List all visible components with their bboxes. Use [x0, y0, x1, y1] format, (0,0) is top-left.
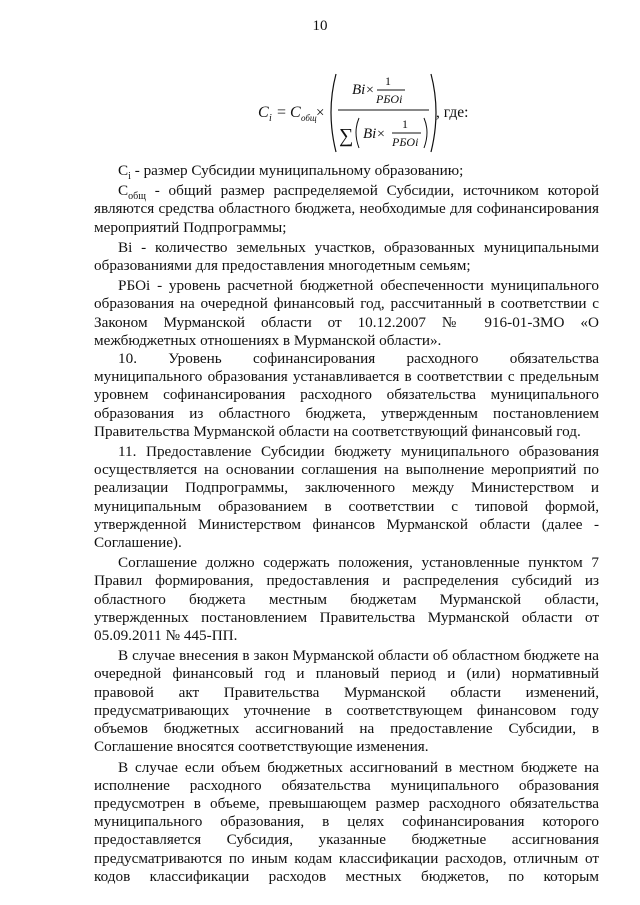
- definition-cobsh: [94, 182, 599, 237]
- document-body: [94, 162, 599, 886]
- formula-ctotal: C: [290, 104, 301, 121]
- formula-where: , где:: [436, 104, 469, 121]
- formula-left-paren: [331, 74, 336, 152]
- formula-times: ×: [316, 105, 325, 121]
- formula-num-rbo: РБОi: [376, 92, 403, 106]
- formula-den-rbo: РБОi: [392, 135, 419, 149]
- subsidy-formula: [0, 60, 640, 160]
- definition-ci-symbol: C: [118, 162, 129, 179]
- paragraph-agreement-content: Соглашение должно содержать положения, установленные пунктом 7 Правил формирования, предоставления и распределения субсидий из областного бюджета местным бюджетам Мурманской области, утвержденных постановлением Правительства Мурманской области от 05.09.2011 № 445-ПП.: [94, 554, 599, 645]
- formula-den-times: ×: [377, 127, 385, 142]
- formula-num-bi: Bi: [352, 82, 366, 98]
- page-number: 10: [312, 18, 328, 34]
- paragraph-11: 11. Предоставление Субсидии бюджету муниципального образования осуществляется на основании соглашения на выполнение мероприятий по реализации Подпрограммы, заключенного между Министерством и муниципальным образованием в соответствии с типовой формой, утвержденной Министерством финансов Мурманской области (далее - Соглашение).: [94, 443, 599, 552]
- formula-den-one: 1: [402, 117, 408, 131]
- formula-equals: =: [277, 104, 287, 121]
- paragraph-law-changes: В случае внесения в закон Мурманской области об областном бюджете на очередной финансовый год и плановый период и (или) нормативный правовой акт Правительства Мурманской области изменений, предусматривающих уточнение в соответствующем финансовом году объемов бюджетных ассигнований на предоставление Субсидии, в Соглашение вносятся соответствующие изменения.: [94, 647, 599, 756]
- paragraph-budget-excess: В случае если объем бюджетных ассигнований в местном бюджете на исполнение расходного обязательства муниципального образования предусмотрен в объеме, превышающем размер расходного обязательства муниципального образования, в целях софинансирования которого предоставляется Субсидия, указанные бюджетные ассигнования предусматриваются по иным кодам классификации расходов, отличным от кодов классификации расходов местных бюджетов, по которым: [94, 758, 599, 885]
- formula-num-one: 1: [385, 74, 391, 88]
- paragraph-10: 10. Уровень софинансирования расходного обязательства муниципального образования устанавливается в соответствии с предельным уровнем софинансирования расходного обязательства муниципального образования из областного бюджета, утвержденным постановлением Правительства Мурманской области на соответствующий финансовый год.: [94, 350, 599, 440]
- formula-ctotal-sub: общ: [301, 113, 317, 123]
- definition-bi: Bi - количество земельных участков, образованных муниципальными образованиями для предоставления многодетным семьям;: [94, 238, 599, 275]
- definition-ci-subscript: i: [128, 171, 131, 183]
- definition-ci-text: - размер Субсидии муниципальному образованию;: [130, 162, 464, 179]
- definition-rbo: РБОi - уровень расчетной бюджетной обеспеченности муниципального образования на очередной финансовый год, рассчитанный в соответствии с Законом Мурманской области от 10.12.2007 № 916-01-ЗМО «О межбюджетных отношениях в Мурманской области».: [94, 277, 599, 349]
- formula-graphic: [0, 60, 640, 160]
- formula-num-times: ×: [366, 83, 374, 98]
- definition-cobsh-subscript: общ: [128, 191, 146, 203]
- formula-ci-sub: i: [269, 113, 272, 124]
- formula-den-bi: Bi: [363, 126, 377, 142]
- formula-den-left-paren: [356, 118, 359, 148]
- definition-cobsh-text: - общий размер распределяемой Субсидии, источником которой являются средства областного бюджета, необходимые для софинансирования мероприятий Подпрограммы;: [94, 182, 599, 236]
- formula-sum-sign: ∑: [339, 125, 354, 147]
- formula-den-right-paren: [424, 118, 427, 148]
- definition-cobsh-symbol: C: [118, 182, 129, 200]
- formula-ci: C: [258, 104, 269, 121]
- definition-ci: [94, 162, 599, 183]
